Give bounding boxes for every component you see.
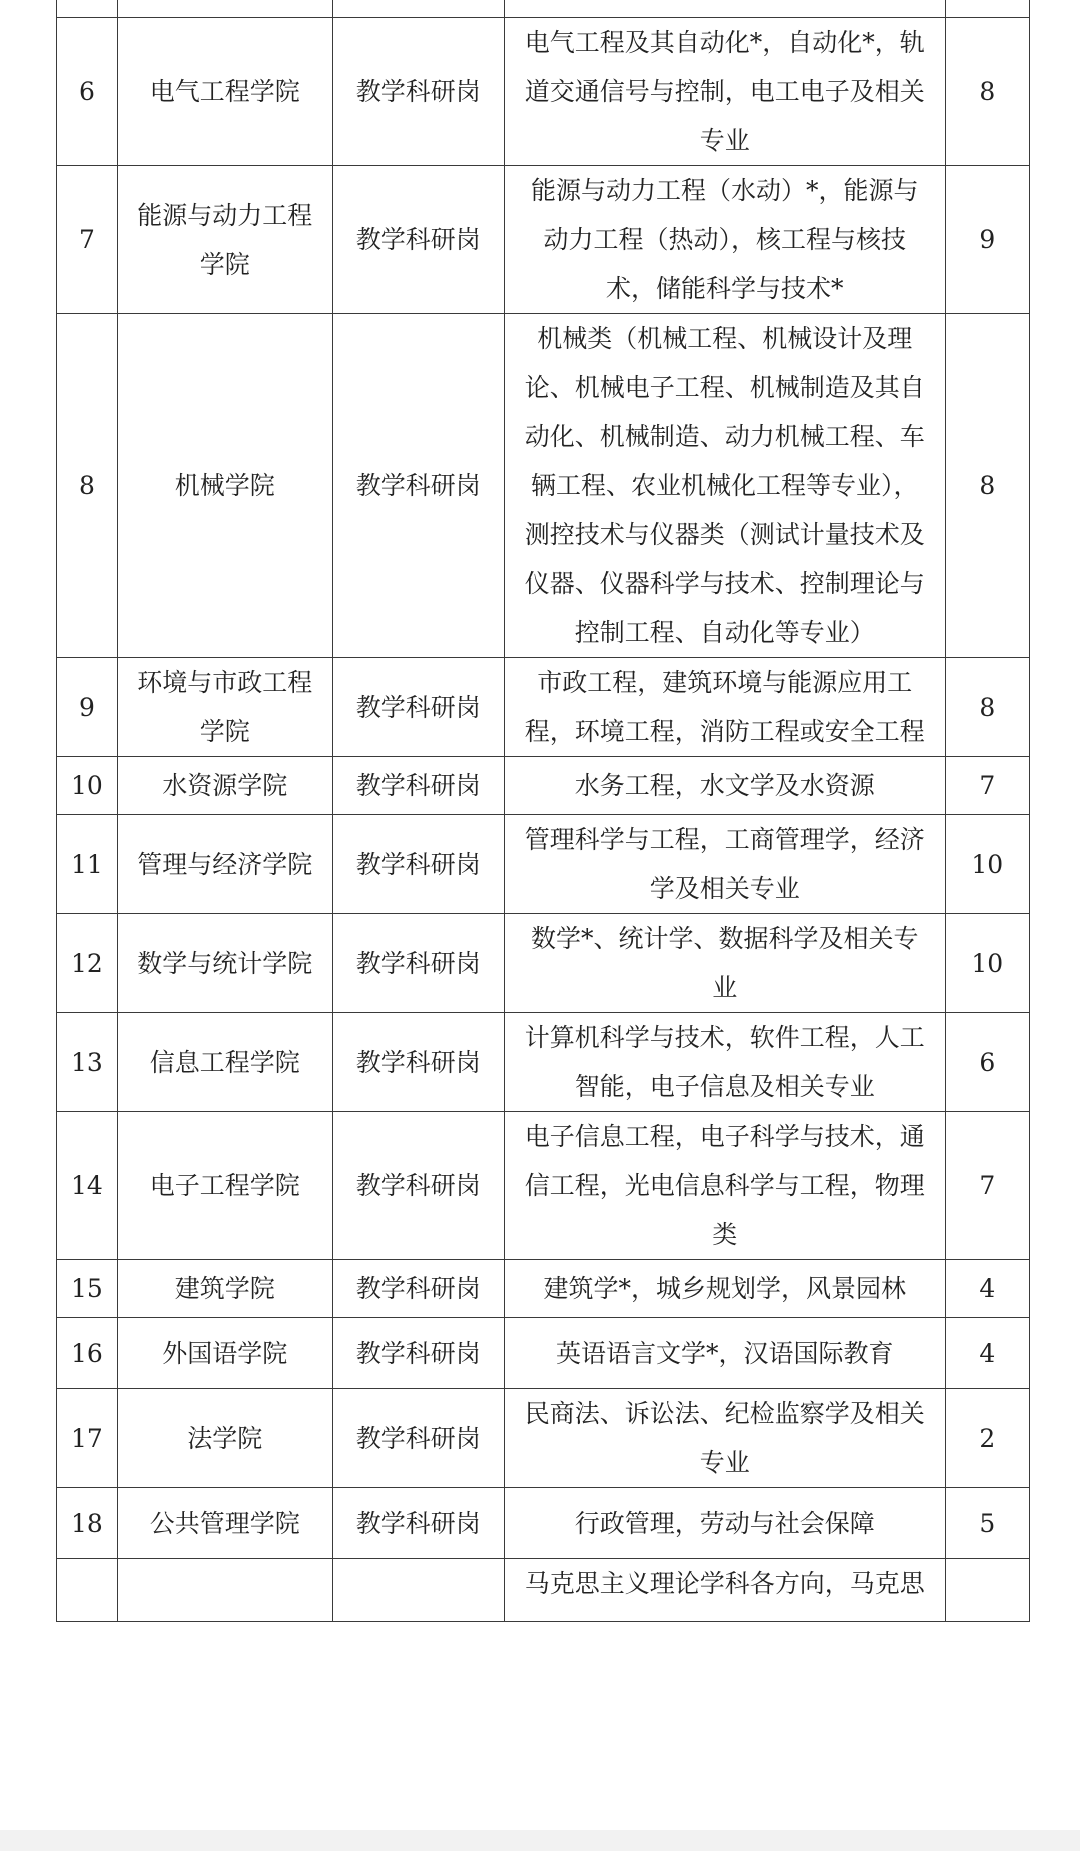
cell-post: 教学科研岗: [332, 1318, 504, 1389]
cell-college: 外国语学院: [117, 1318, 332, 1389]
cell-college: 数学与统计学院: [117, 914, 332, 1013]
cell-college: 水资源学院: [117, 757, 332, 815]
cell-number: 16: [57, 1318, 118, 1389]
cell-number: 6: [57, 18, 118, 166]
cell-count: 4: [945, 1260, 1029, 1318]
cell-number: 9: [57, 658, 118, 757]
table-row: [57, 658, 1030, 757]
cell-college: [117, 0, 332, 18]
table-row: [57, 914, 1030, 1013]
table-row: [57, 1260, 1030, 1318]
cell-post: 教学科研岗: [332, 1112, 504, 1260]
table-row: [57, 166, 1030, 314]
table-body: [57, 0, 1030, 1622]
cell-major: 电气工程及其自动化*，自动化*，轨道交通信号与控制，电工电子及相关专业: [504, 18, 945, 166]
cell-major: 市政工程，建筑环境与能源应用工程，环境工程，消防工程或安全工程: [504, 658, 945, 757]
cell-college: 机械学院: [117, 314, 332, 658]
cell-number: 7: [57, 166, 118, 314]
cell-major: 数学*、统计学、数据科学及相关专业: [504, 914, 945, 1013]
cell-number: 15: [57, 1260, 118, 1318]
table-row: [57, 0, 1030, 18]
cell-college: 环境与市政工程学院: [117, 658, 332, 757]
cell-college: 电气工程学院: [117, 18, 332, 166]
cell-post: 教学科研岗: [332, 815, 504, 914]
cell-college: 能源与动力工程学院: [117, 166, 332, 314]
table-row: [57, 1318, 1030, 1389]
cell-count: 10: [945, 914, 1029, 1013]
cell-post: 教学科研岗: [332, 658, 504, 757]
table-row: [57, 18, 1030, 166]
cell-post: [332, 1559, 504, 1622]
bottom-strip: [0, 1830, 1080, 1851]
table-row: [57, 1013, 1030, 1112]
cell-college: 法学院: [117, 1389, 332, 1488]
cell-count: 8: [945, 658, 1029, 757]
cell-count: 10: [945, 815, 1029, 914]
cell-count: 2: [945, 1389, 1029, 1488]
cell-count: 7: [945, 1112, 1029, 1260]
cell-major: 英语语言文学*，汉语国际教育: [504, 1318, 945, 1389]
cell-count: 8: [945, 314, 1029, 658]
cell-major: 机械类（机械工程、机械设计及理论、机械电子工程、机械制造及其自动化、机械制造、动力机械工程、车辆工程、农业机械化工程等专业），测控技术与仪器类（测试计量技术及仪器、仪器科学与技术、控制理论与控制工程、自动化等专业）: [504, 314, 945, 658]
cell-post: 教学科研岗: [332, 314, 504, 658]
cell-major: 马克思主义理论学科各方向，马克思: [504, 1559, 945, 1622]
cell-count: 9: [945, 166, 1029, 314]
cell-number: 11: [57, 815, 118, 914]
cell-count: 4: [945, 1318, 1029, 1389]
cell-post: 教学科研岗: [332, 1260, 504, 1318]
cell-post: 教学科研岗: [332, 1389, 504, 1488]
cell-number: 13: [57, 1013, 118, 1112]
cell-college: 管理与经济学院: [117, 815, 332, 914]
cell-post: 教学科研岗: [332, 166, 504, 314]
recruitment-table: [56, 0, 1030, 1622]
cell-college: 建筑学院: [117, 1260, 332, 1318]
cell-number: 8: [57, 314, 118, 658]
cell-major: 建筑学*，城乡规划学，风景园林: [504, 1260, 945, 1318]
cell-number: [57, 1559, 118, 1622]
table-row: [57, 1488, 1030, 1559]
cell-major: 民商法、诉讼法、纪检监察学及相关专业: [504, 1389, 945, 1488]
cell-major: 行政管理，劳动与社会保障: [504, 1488, 945, 1559]
cell-number: 17: [57, 1389, 118, 1488]
cell-number: 10: [57, 757, 118, 815]
cell-count: 8: [945, 18, 1029, 166]
cell-number: 14: [57, 1112, 118, 1260]
table-row: [57, 1559, 1030, 1622]
table-row: [57, 757, 1030, 815]
cell-college: [117, 1559, 332, 1622]
cell-post: 教学科研岗: [332, 914, 504, 1013]
cell-post: 教学科研岗: [332, 1013, 504, 1112]
cell-post: 教学科研岗: [332, 757, 504, 815]
cell-count: 6: [945, 1013, 1029, 1112]
table-row: [57, 314, 1030, 658]
cell-count: 7: [945, 757, 1029, 815]
cell-major: 管理科学与工程，工商管理学，经济学及相关专业: [504, 815, 945, 914]
cell-number: 18: [57, 1488, 118, 1559]
cell-major: 能源与动力工程（水动）*，能源与动力工程（热动），核工程与核技术，储能科学与技术*: [504, 166, 945, 314]
cell-college: 公共管理学院: [117, 1488, 332, 1559]
cell-major: [504, 0, 945, 18]
table-row: [57, 1389, 1030, 1488]
cell-major: 计算机科学与技术，软件工程，人工智能，电子信息及相关专业: [504, 1013, 945, 1112]
cell-major: 水务工程，水文学及水资源: [504, 757, 945, 815]
cell-college: 电子工程学院: [117, 1112, 332, 1260]
cell-major: 电子信息工程，电子科学与技术，通信工程，光电信息科学与工程，物理类: [504, 1112, 945, 1260]
cell-number: 12: [57, 914, 118, 1013]
table-row: [57, 1112, 1030, 1260]
cell-college: 信息工程学院: [117, 1013, 332, 1112]
cell-count: [945, 1559, 1029, 1622]
cell-number: [57, 0, 118, 18]
cell-post: [332, 0, 504, 18]
cell-count: 5: [945, 1488, 1029, 1559]
cell-post: 教学科研岗: [332, 18, 504, 166]
table-row: [57, 815, 1030, 914]
cell-post: 教学科研岗: [332, 1488, 504, 1559]
cell-count: [945, 0, 1029, 18]
